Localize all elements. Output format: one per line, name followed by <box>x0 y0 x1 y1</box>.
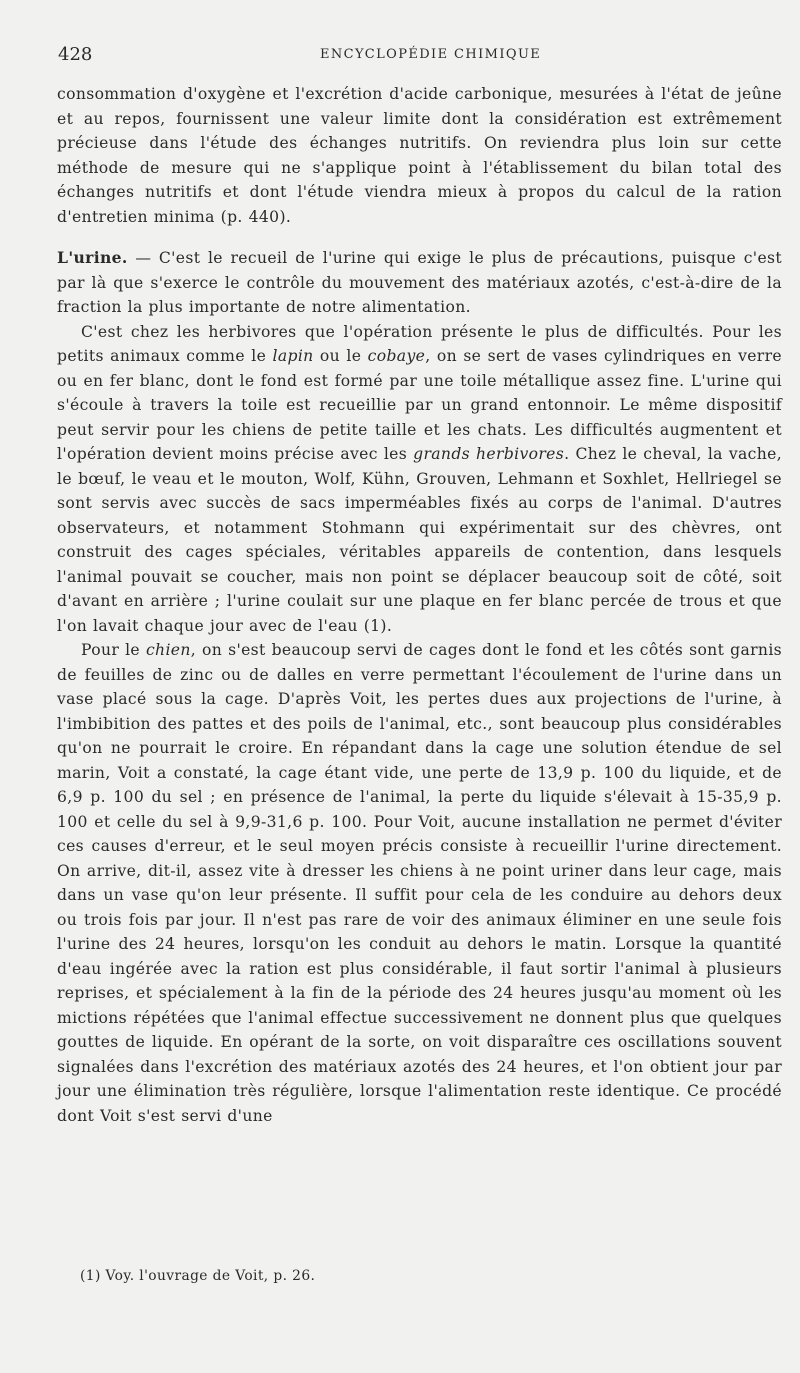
text-run: . Chez le cheval, la vache, le bœuf, le veau et le mouton, Wolf, Kühn, Grouven, Lehmann et Soxhlet, Hellriegel se sont servis avec succès de sacs imperméables fixés au corps de l'animal. D'autres observateurs, et notamment Stohmann qui expérimentait sur des chèvres, ont construit des cages spéciales, véritables appareils de contention, dans lesquels l'animal pouvait se coucher, mais non point se déplacer beaucoup soit de côté, soit d'avant en arrière ; l'urine coulait sur une plaque en fer blanc percée de trous et que l'on lavait chaque jour avec de l'eau (1). <box>57 445 783 635</box>
body-text <box>57 82 782 1128</box>
section-paragraph-urine <box>57 246 782 320</box>
text-run: Pour le <box>81 641 146 659</box>
italic-term-cobaye: cobaye <box>367 347 426 365</box>
section-heading: L'urine. <box>57 248 128 267</box>
section-text: — C'est le recueil de l'urine qui exige le plus de précautions, puisque c'est par là que s'exerce le contrôle du mouvement des matériaux azotés, c'est-à-dire de la fraction la plus importante de notre alimentation. <box>57 249 782 316</box>
italic-term-chien: chien <box>145 641 191 659</box>
text-run: ou le <box>313 347 368 365</box>
running-title: ENCYCLOPÉDIE CHIMIQUE <box>320 47 542 62</box>
paragraph-chien <box>57 638 782 1128</box>
text-run: , on s'est beaucoup servi de cages dont le fond et les côtés sont garnis de feuilles de zinc ou de dalles en verre permettant l'écoulement de l'urine dans un vase placé sous la cage. D'après Voit, les pertes dues aux projections de l'urine, à l'imbibition des pattes et des poils de l'animal, etc., sont beaucoup plus considérables qu'on ne pourrait le croire. En répandant dans la cage une solution étendue de sel marin, Voit a constaté, la cage étant vide, une perte de 13,9 p. 100 du liquide, et de 6,9 p. 100 du sel ; en présence de l'animal, la perte du liquide s'élevait à 15-35,9 p. 100 et celle du sel à 9,9-31,6 p. 100. Pour Voit, aucune installation ne permet d'éviter ces causes d'erreur, et le seul moyen précis consiste à recueillir l'urine directement. On arrive, dit-il, assez vite à dresser les chiens à ne point uriner dans leur cage, mais dans un vase qu'on leur présente. Il suffit pour cela de les conduire au dehors deux ou trois fois par jour. Il n'est pas rare de voir des animaux éliminer en une seule fois l'urine des 24 heures, lorsqu'on les conduit au dehors le matin. Lorsque la quantité d'eau ingérée avec la ration est plus considérable, il faut sortir l'animal à plusieurs reprises, et spécialement à la fin de la période des 24 heures jusqu'au moment où les mictions répétées que l'animal effectue successivement ne donnent plus que quelques gouttes de liquide. En opérant de la sorte, on voit disparaître ces oscillations souvent signalées dans l'excrétion des matériaux azotés des 24 heures, et l'on obtient jour par jour une élimination très régulière, lorsque l'alimentation reste identique. Ce procédé dont Voit s'est servi d'une <box>57 641 783 1125</box>
page-header <box>58 44 778 70</box>
paragraph-continuation: consommation d'oxygène et l'excrétion d'acide carbonique, mesurées à l'état de jeûne et au repos, fournissent une valeur limite dont la considération est extrêmement précieuse dans l'étude des échanges nutritifs. On reviendra plus loin sur cette méthode de mesure qui ne s'applique point à l'établissement du bilan total des échanges nutritifs et dont l'étude viendra mieux à propos du calcul de la ration d'entretien minima (p. 440). <box>57 85 782 226</box>
italic-term-lapin: lapin <box>272 347 314 365</box>
italic-term-grands-herbivores: grands herbivores <box>413 445 565 463</box>
page-number: 428 <box>58 44 93 65</box>
footnote: (1) Voy. l'ouvrage de Voit, p. 26. <box>80 1268 316 1284</box>
text-run: , on se sert de vases cylindriques en verre ou en fer blanc, dont le fond est formé par une toile métallique assez fine. L'urine qui s'écoule à travers la toile est recueillie par un grand entonnoir. Le même dispositif peut servir pour les chiens de petite taille et les chats. Les difficultés augmentent et l'opération devient moins précise avec les <box>57 347 782 463</box>
paragraph-herbivores <box>57 320 782 639</box>
text-run: C'est chez les herbivores que l'opération présente le plus de difficultés. Pour les petits animaux comme le <box>57 322 782 365</box>
